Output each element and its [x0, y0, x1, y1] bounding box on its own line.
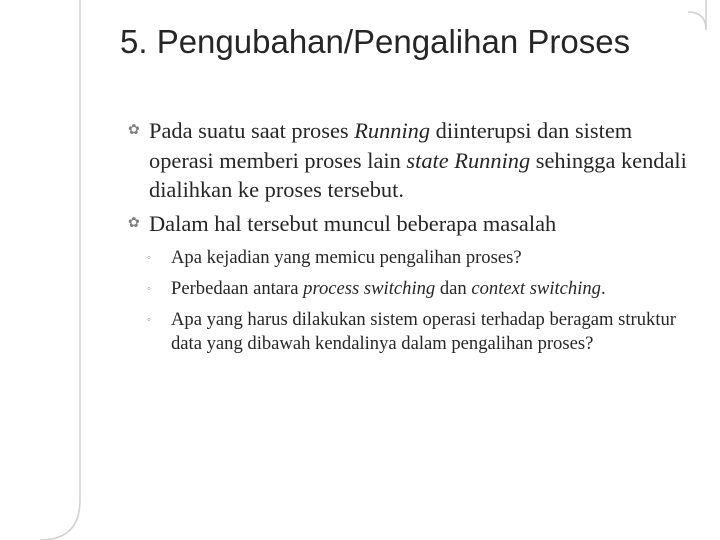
- bullet-text: Dalam hal tersebut muncul beberapa masalah: [149, 210, 557, 236]
- ring-bullet-icon: ◦: [147, 252, 151, 264]
- ring-bullet-icon: ◦: [147, 283, 151, 295]
- subbullet-item: [128, 308, 688, 356]
- subbullet-item: [128, 246, 688, 270]
- slide-content: [128, 116, 688, 363]
- flower-bullet-icon: ✿: [128, 123, 140, 138]
- subbullet-text: Apa kejadian yang memicu pengalihan proses?: [171, 247, 522, 268]
- bullet-item: [128, 209, 688, 239]
- ring-bullet-icon: ◦: [147, 314, 151, 326]
- bullet-text: Pada suatu saat proses Running diinterupsi dan sistem operasi memberi proses lain state Running sehingga kendali dialihkan ke proses tersebut.: [149, 118, 687, 202]
- subbullet-text: Apa yang harus dilakukan sistem operasi terhadap beragam struktur data yang dibawah kendalinya dalam pengalihan proses?: [171, 309, 676, 354]
- flower-bullet-icon: ✿: [128, 215, 140, 231]
- subbullet-item: [128, 277, 688, 301]
- slide-title: 5. Pengubahan/Pengalihan Proses: [120, 23, 631, 60]
- bullet-item: [128, 116, 688, 205]
- subbullet-list: [128, 246, 688, 356]
- subbullet-text: Perbedaan antara process switching dan context switching.: [171, 278, 606, 299]
